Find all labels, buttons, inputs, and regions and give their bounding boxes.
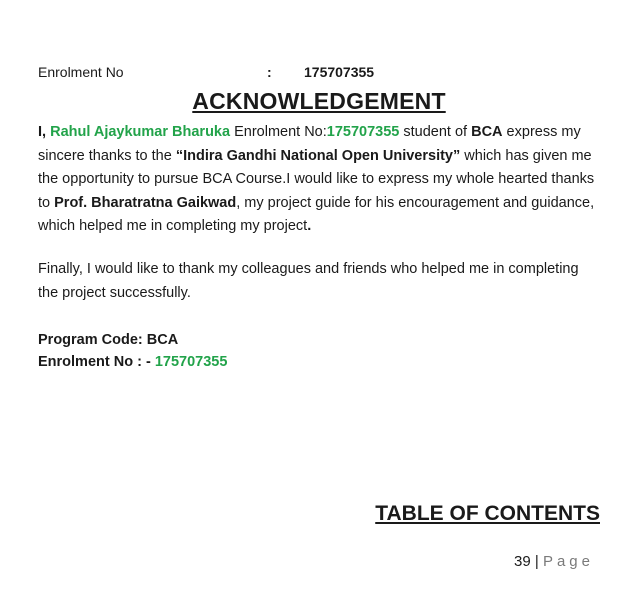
program-enrolment-label: Enrolment No : - (38, 354, 155, 370)
program-enrolment (38, 351, 227, 373)
university-name: “Indira Gandhi National Open University” (175, 147, 461, 164)
ack-p1-period: . (307, 218, 312, 234)
acknowledgement-paragraph-1 (38, 121, 600, 239)
ack-p1-text-5: which has given me the opportunity to pursue BCA Course.I would like to express my whole hearted thanks to (38, 147, 595, 211)
enrolment-label: Enrolment No (38, 64, 124, 80)
page-number: 39 (514, 553, 531, 570)
student-name: Rahul Ajaykumar Bharuka (50, 124, 231, 140)
guide-name: Prof. Bharatratna Gaikwad (54, 194, 237, 211)
program-info (38, 329, 227, 373)
enrolment-colon: : (267, 64, 272, 80)
acknowledgement-paragraph-2: Finally, I would like to thank my colleagues and friends who helped me in completing the project successfully. (38, 261, 579, 301)
ack-p1-intro: I, (38, 124, 51, 140)
program-enrolment-number: 175707355 (154, 354, 228, 370)
ack-enrolment-number: 175707355 (326, 124, 400, 140)
page-word: Page (542, 553, 594, 570)
enrolment-number: 175707355 (304, 64, 375, 80)
page-footer (514, 553, 594, 570)
ack-p1-text-6: , my project guide for his encouragement and guidance, which helped me in completing my project (38, 194, 595, 234)
course-name: BCA (471, 124, 503, 140)
page-separator: | (534, 553, 539, 570)
table-of-contents-title: TABLE OF CONTENTS (375, 502, 600, 525)
ack-p1-text-2: Enrolment No: (230, 124, 327, 140)
program-code: Program Code: BCA (38, 332, 179, 348)
acknowledgement-title: ACKNOWLEDGEMENT (192, 88, 446, 114)
ack-p1-text-4: express my sincere thanks to the (38, 124, 581, 164)
enrolment-row (38, 64, 598, 82)
ack-p1-text-3: student of (399, 124, 472, 140)
